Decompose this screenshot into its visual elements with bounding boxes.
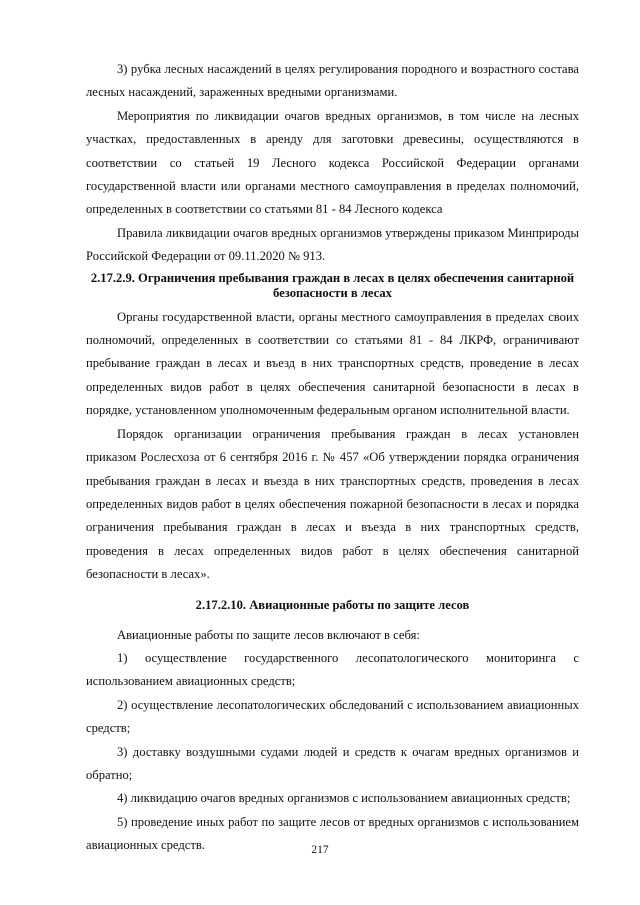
list-item-delivery: 3) доставку воздушными судами людей и средств к очагам вредных организмов и обратно; — [86, 744, 579, 782]
list-item-surveys: 2) осуществление лесопатологических обследований с использованием авиационных средств; — [86, 697, 579, 736]
paragraph-measures: Мероприятия по ликвидации очагов вредных организмов, в том числе на лесных участках, предоставленных в аренду для заготовки древесины, осуществляются в соответствии со статьей 19 Лесного кодекса Российской Федерации органами государственной власти или органами местного самоуправления в пределах полномочий, определенных в соответствии со статьями 81 - 84 Лесного кодекса — [86, 108, 579, 217]
paragraph-logging: 3) рубка лесных насаждений в целях регулирования породного и возрастного состава лесных насаждений, зараженных вредными организмами. — [86, 62, 579, 100]
section-heading-aviation: 2.17.2.10. Авиационные работы по защите лесов — [195, 597, 470, 612]
document-page — [86, 58, 579, 858]
list-item-elimination: 4) ликвидацию очагов вредных организмов с использованием авиационных средств; — [117, 791, 571, 806]
page-number: 217 — [311, 844, 329, 856]
section-heading-restrictions: 2.17.2.9. Ограничения пребывания граждан в лесах в целях обеспечения санитарной безопасности в лесах — [90, 270, 575, 300]
paragraph-rules: Правила ликвидации очагов вредных организмов утверждены приказом Минприроды Российской Федерации от 09.11.2020 № 913. — [86, 225, 579, 264]
paragraph-authorities: Органы государственной власти, органы местного самоуправления в пределах своих полномочий, определенных в соответствии со статьями 81 - 84 ЛКРФ, ограничивают пребывание граждан в лесах и въезд в них транспортных средств, проведение в лесах определенных видов работ в целях обеспечения санитарной безопасности в лесах в порядке, установленном уполномоченным федеральным органом исполнительной власти. — [86, 309, 579, 418]
paragraph-aviation-intro: Авиационные работы по защите лесов включают в себя: — [117, 627, 420, 642]
list-item-monitoring: 1) осуществление государственного лесопатологического мониторинга с использованием авиационных средств; — [86, 650, 579, 689]
list-item-other-works: 5) проведение иных работ по защите лесов от вредных организмов с использованием авиационных средств. — [86, 814, 579, 853]
paragraph-order: Порядок организации ограничения пребывания граждан в лесах установлен приказом Рослесхоза от 6 сентября 2016 г. № 457 «Об утверждении порядка ограничения пребывания граждан в лесах и въезда в них транспортных средств, проведения в лесах определенных видов работ в целях обеспечения пожарной безопасности в лесах и порядка ограничения пребывания граждан в лесах и въезда в них транспортных средств, проведения в лесах определенных видов работ в целях обеспечения санитарной безопасности в лесах». — [86, 426, 579, 582]
